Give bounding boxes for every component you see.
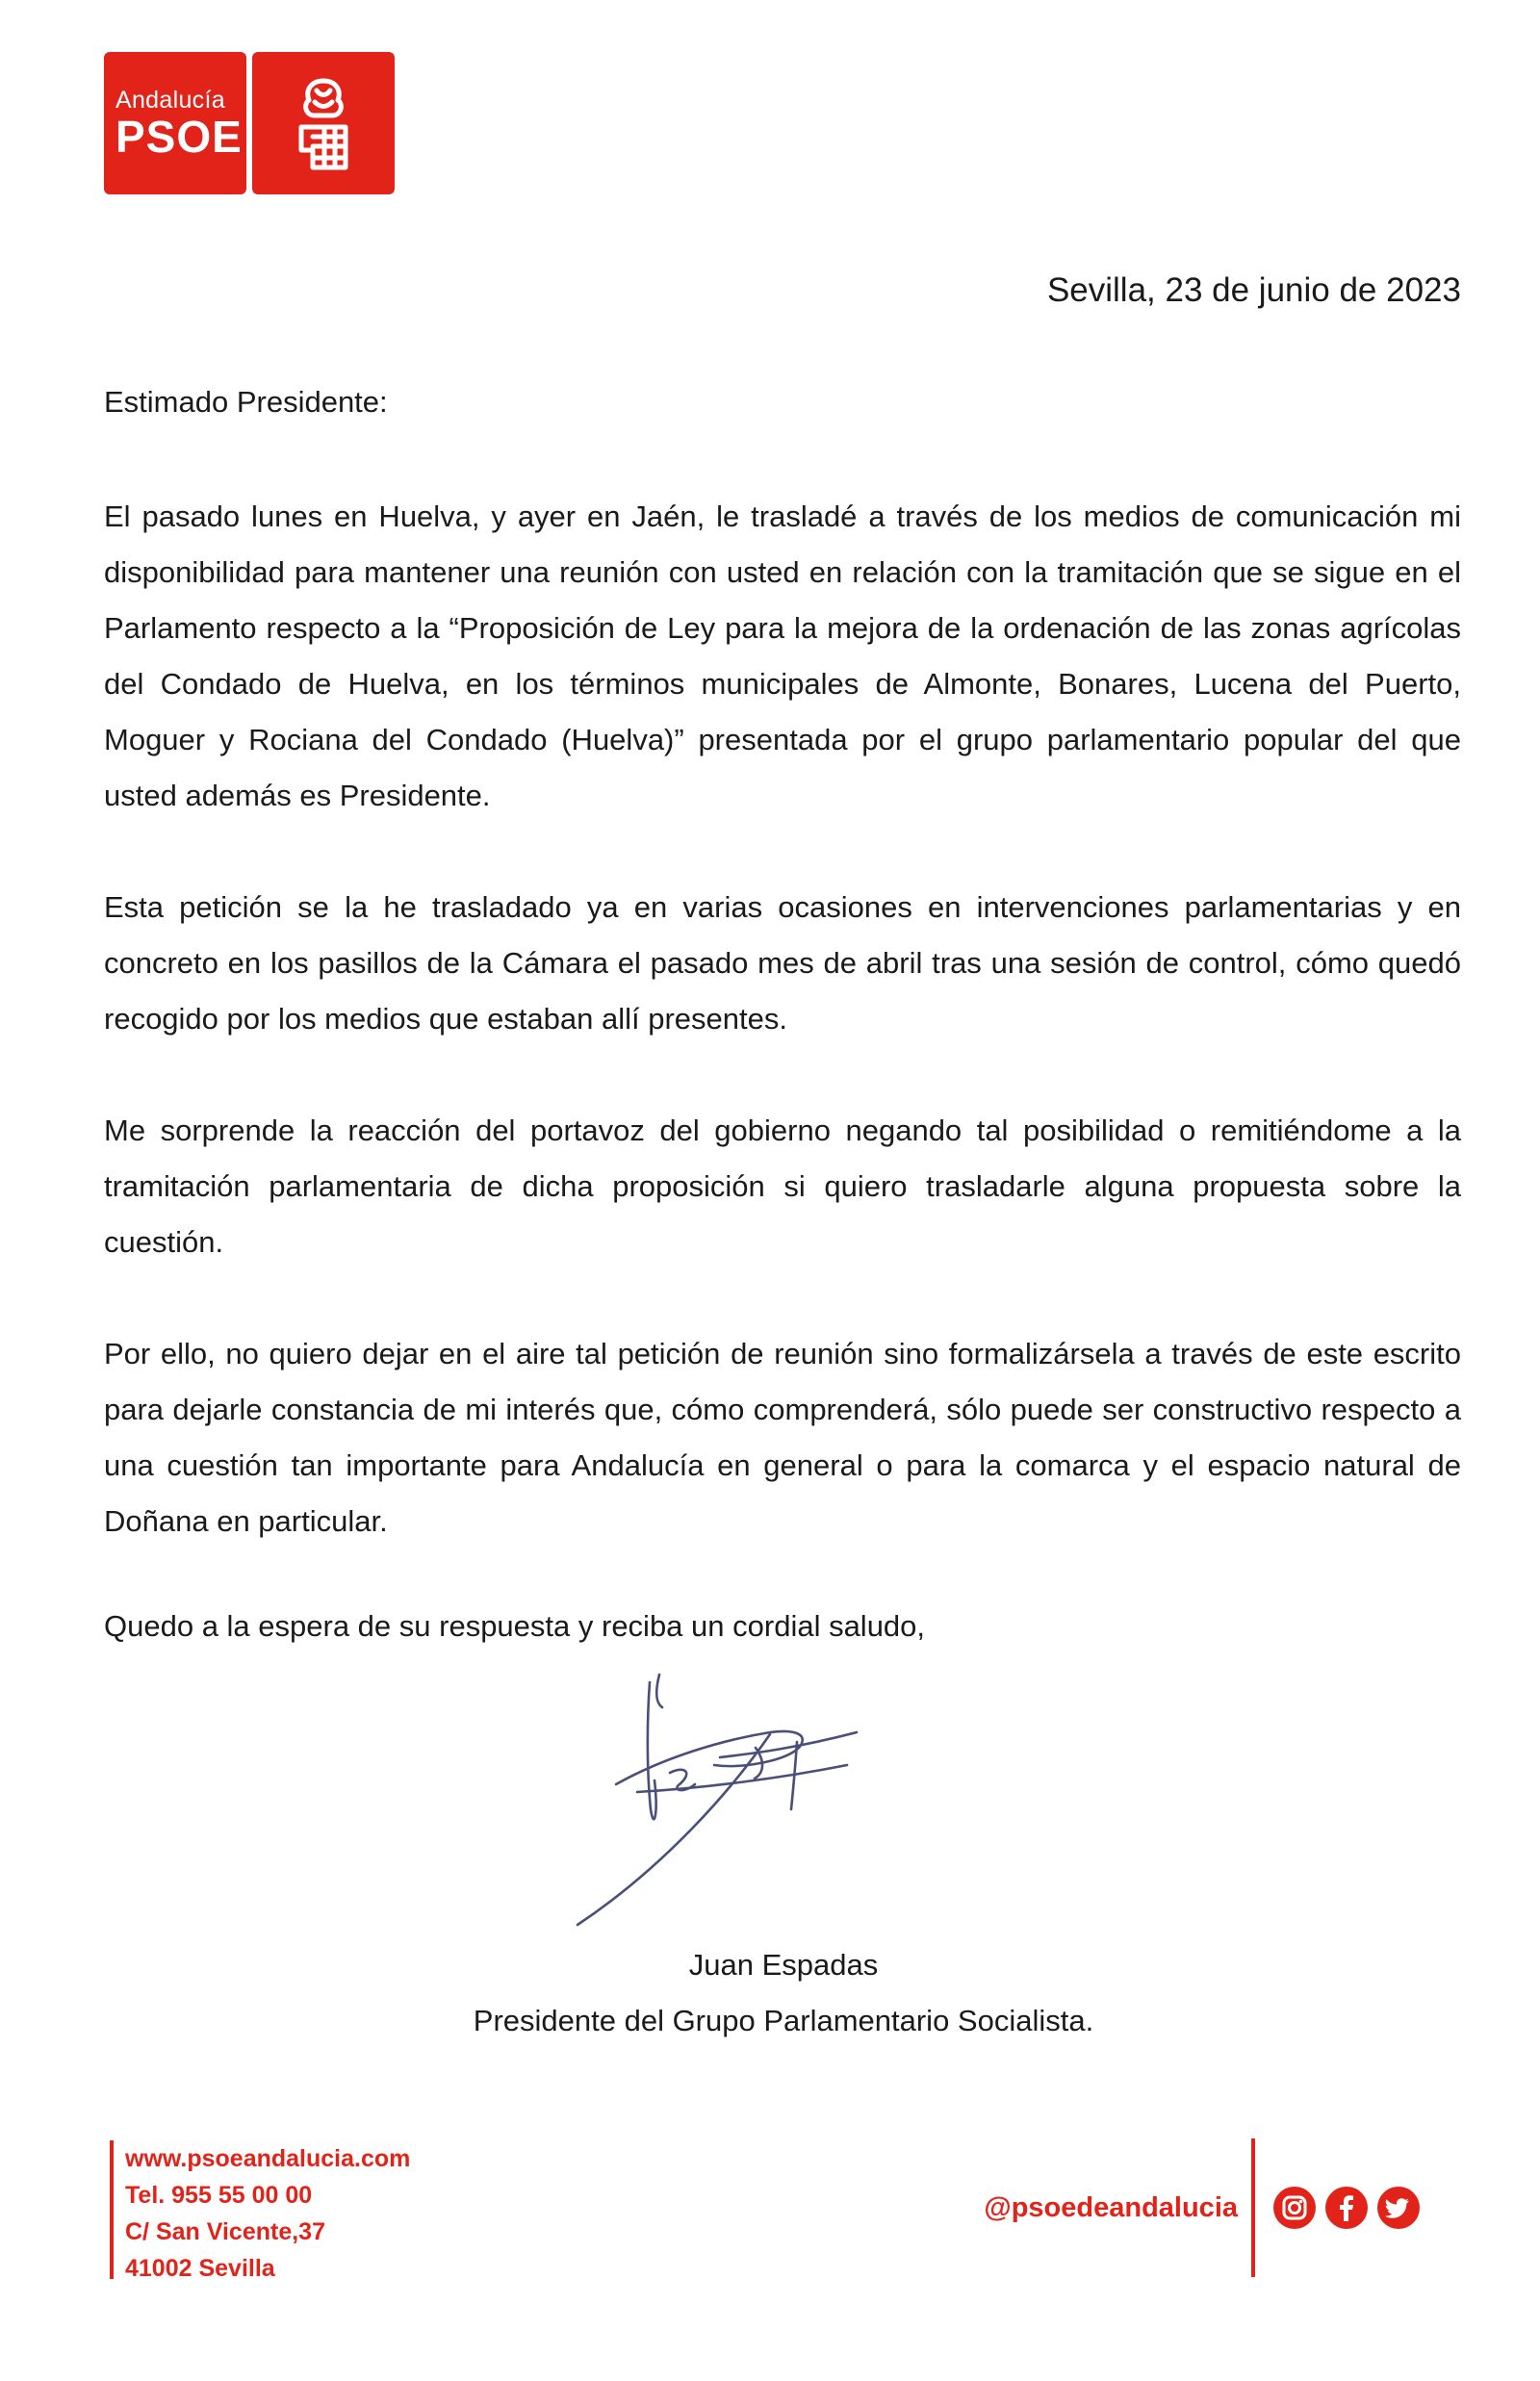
logo-party: PSOE [116, 112, 243, 162]
footer-contact [110, 2140, 411, 2282]
instagram-icon[interactable] [1272, 2186, 1317, 2230]
salutation: Estimado Presidente: [104, 385, 388, 419]
handwritten-signature [558, 1665, 1001, 1934]
letter-date: Sevilla, 23 de junio de 2023 [1046, 271, 1461, 309]
paragraph-3: Me sorprende la reacción del portavoz del gobierno negando tal posibilidad o remitiéndome a la tramitación parlamentaria de dicha proposición si quiero trasladarle alguna propuesta sobre la cuestión. [104, 1114, 1461, 1259]
logo-region: Andalucía [116, 87, 225, 114]
footer-website[interactable]: www.psoeandalucia.com [125, 2145, 411, 2172]
closing: Quedo a la espera de su respuesta y reciba un cordial saludo, [104, 1609, 926, 1643]
paragraph-2: Esta petición se la he trasladado ya en varias ocasiones en intervenciones parlamentarias y en concreto en los pasillos de la Cámara el pasado mes de abril tras una sesión de control, cómo quedó recogido por los medios que estaban allí presentes. [104, 890, 1461, 1036]
logo-wordmark [104, 52, 246, 194]
twitter-icon[interactable] [1376, 2186, 1421, 2230]
footer-divider [1251, 2138, 1255, 2277]
footer-street: C/ San Vicente,37 [125, 2218, 325, 2245]
social-handle[interactable]: @psoedeandalucia [984, 2191, 1238, 2223]
footer-social [984, 2138, 1421, 2277]
psoe-logo [104, 52, 395, 194]
footer-city: 41002 Sevilla [125, 2255, 275, 2282]
signer-name: Juan Espadas [688, 1948, 879, 1982]
paragraph-4: Por ello, no quiero dejar en el aire tal petición de reunión sino formalizársela a través de este escrito para dejarle constancia de mi interés que, cómo comprenderá, sólo puede ser constructivo respecto a una cuestión tan importante para Andalucía en general o para la comarca y el espacio natural de Doñana en particular. [104, 1337, 1461, 1538]
rose-fist-icon [252, 52, 395, 194]
signer-title: Presidente del Grupo Parlamentario Socialista. [473, 2004, 1094, 2037]
footer-phone: Tel. 955 55 00 00 [125, 2182, 313, 2209]
facebook-icon[interactable] [1324, 2186, 1369, 2230]
paragraph-1: El pasado lunes en Huelva, y ayer en Jaén, le trasladé a través de los medios de comunicación mi disponibilidad para mantener una reunión con usted en relación con la tramitación que se sigue en el Parlamento respecto a la “Proposición de Ley para la mejora de la ordenación de las zonas agrícolas del Condado de Huelva, en los términos municipales de Almonte, Bonares, Lucena del Puerto, Moguer y Rociana del Condado (Huelva)” presentada por el grupo parlamentario popular del que usted además es Presidente. [104, 499, 1461, 812]
